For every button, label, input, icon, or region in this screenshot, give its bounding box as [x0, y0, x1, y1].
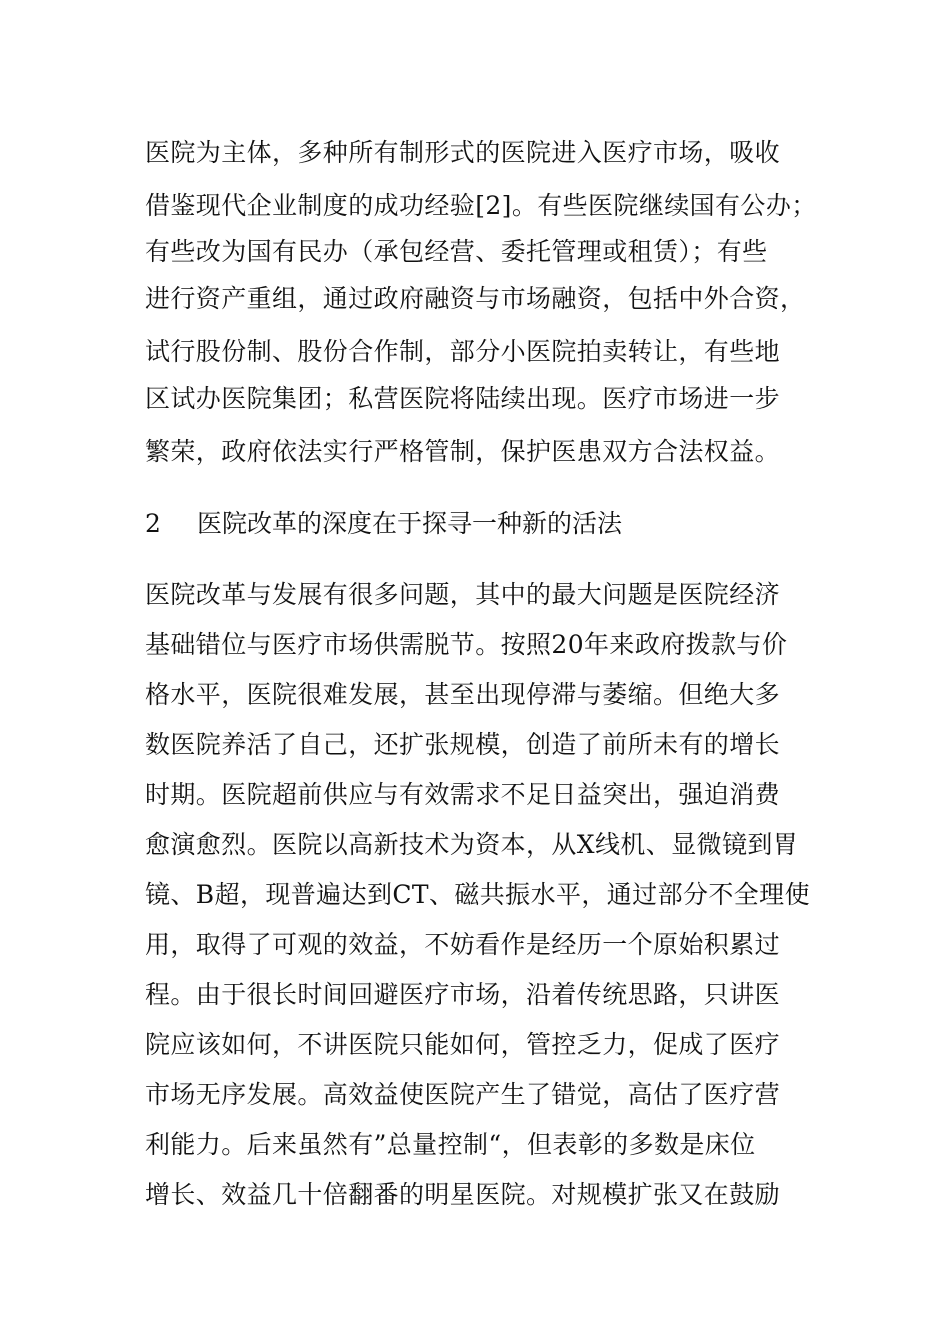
text-line: 试行股份制、股份合作制，部分小医院拍卖转让，有些地: [145, 337, 781, 366]
text-line: 增长、效益几十倍翻番的明星医院。对规模扩张又在鼓励: [145, 1180, 781, 1209]
text-line: 程。由于很长时间回避医疗市场，沿着传统思路，只讲医: [145, 980, 781, 1009]
text-line: 时期。医院超前供应与有效需求不足日益突出，强迫消费: [145, 780, 781, 809]
text-line: 愈演愈烈。医院以高新技术为资本，从X线机、显微镜到胃: [145, 830, 799, 859]
text-line: 繁荣，政府依法实行严格管制，保护医患双方合法权益。: [145, 437, 781, 466]
text-line: 医院改革与发展有很多问题，其中的最大问题是医院经济: [145, 580, 781, 609]
text-line: 市场无序发展。高效益使医院产生了错觉，高估了医疗营: [145, 1080, 781, 1109]
section-number: 2: [145, 509, 161, 538]
text-line: 镜、B超，现普遍达到CT、磁共振水平，通过部分不全理使: [145, 880, 810, 909]
text-line: 基础错位与医疗市场供需脱节。按照20年来政府拨款与价: [145, 630, 788, 659]
text-line: 格水平，医院很难发展，甚至出现停滞与萎缩。但绝大多: [145, 680, 781, 709]
text-line: 数医院养活了自己，还扩张规模，创造了前所未有的增长: [145, 730, 781, 759]
text-line: 院应该如何，不讲医院只能如何，管控乏力，促成了医疗: [145, 1030, 781, 1059]
text-line: 进行资产重组，通过政府融资与市场融资，包括中外合资，: [145, 284, 806, 313]
text-line: 医院为主体，多种所有制形式的医院进入医疗市场，吸收: [145, 138, 781, 167]
text-line: 区试办医院集团；私营医院将陆续出现。医疗市场进一步: [145, 384, 781, 413]
section-title: 医院改革的深度在于探寻一种新的活法: [197, 509, 623, 538]
text-line: 借鉴现代企业制度的成功经验[2]。有些医院继续国有公办；: [145, 191, 817, 220]
text-line: 利能力。后来虽然有”总量控制“，但表彰的多数是床位: [145, 1130, 756, 1159]
text-line: 用，取得了可观的效益，不妨看作是经历一个原始积累过: [145, 930, 781, 959]
text-line: 有些改为国有民办（承包经营、委托管理或租赁）；有些: [145, 237, 768, 266]
section-heading: [145, 509, 622, 539]
